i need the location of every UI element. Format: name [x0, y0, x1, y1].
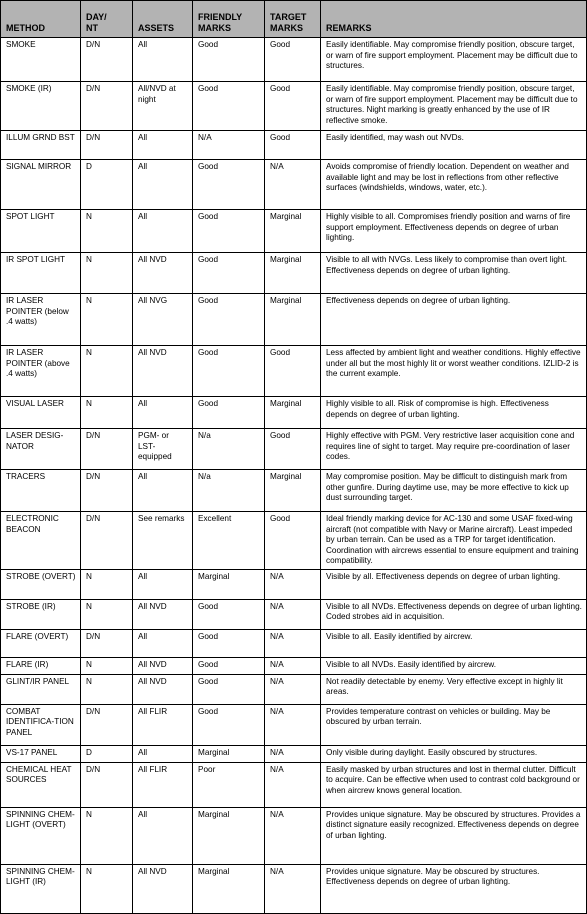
target-marks-cell: N/A — [265, 629, 321, 657]
remarks-cell: Less affected by ambient light and weather conditions. Highly effective under all but the most highly lit or worst weather conditions. IZLID-2 is the current example. — [321, 346, 587, 397]
remarks-cell: Highly visible to all. Risk of compromise is high. Effectiveness depends on degree of urban lighting. — [321, 397, 587, 429]
method-cell: ILLUM GRND BST — [1, 131, 81, 160]
remarks-cell: Easily identified, may wash out NVDs. — [321, 131, 587, 160]
day-nt-cell: D/N — [81, 629, 133, 657]
target-marks-cell: Good — [265, 512, 321, 570]
assets-cell: See remarks — [133, 512, 193, 570]
table-row — [1, 294, 587, 346]
method-cell: COMBAT IDENTIFICA-TION PANEL — [1, 704, 81, 745]
friendly-marks-cell: Good — [193, 397, 265, 429]
assets-cell: All — [133, 470, 193, 512]
table-row — [1, 38, 587, 82]
table-header — [1, 1, 587, 38]
method-cell: VS-17 PANEL — [1, 745, 81, 762]
table-row — [1, 160, 587, 210]
remarks-cell: Easily identifiable. May compromise friendly position, obscure target, or warn of fire support employment. Placement may be difficult due to structures. Night marking is greatly enhanced by the use of IR reflective smoke. — [321, 82, 587, 131]
friendly-marks-cell: Good — [193, 160, 265, 210]
assets-cell: All NVD — [133, 599, 193, 629]
target-marks-cell: Good — [265, 38, 321, 82]
friendly-marks-cell: Good — [193, 346, 265, 397]
day-nt-cell: N — [81, 294, 133, 346]
assets-cell: All NVG — [133, 294, 193, 346]
assets-cell: All — [133, 397, 193, 429]
table-body — [1, 38, 587, 914]
method-cell: SPINNING CHEM-LIGHT (IR) — [1, 864, 81, 913]
assets-cell: All — [133, 629, 193, 657]
target-marks-cell: N/A — [265, 569, 321, 599]
method-cell: SPOT LIGHT — [1, 210, 81, 253]
header-day-nt: DAY/ NT — [81, 1, 133, 38]
day-nt-cell: D — [81, 160, 133, 210]
target-marks-cell: N/A — [265, 160, 321, 210]
table-row — [1, 397, 587, 429]
method-cell: CHEMICAL HEAT SOURCES — [1, 762, 81, 807]
target-marks-cell: Good — [265, 82, 321, 131]
day-nt-cell: D/N — [81, 704, 133, 745]
method-cell: STROBE (OVERT) — [1, 569, 81, 599]
method-cell: IR LASER POINTER (above .4 watts) — [1, 346, 81, 397]
method-cell: TRACERS — [1, 470, 81, 512]
remarks-cell: May compromise position. May be difficult to distinguish mark from other gunfire. During daytime use, may be more effective to kick up dust surrounding target. — [321, 470, 587, 512]
assets-cell: All — [133, 38, 193, 82]
remarks-cell: Avoids compromise of friendly location. Dependent on weather and available light and may be lost in reflections from other reflective surfaces (windshields, windows, water, etc.). — [321, 160, 587, 210]
remarks-cell: Only visible during daylight. Easily obscured by structures. — [321, 745, 587, 762]
remarks-cell: Provides unique signature. May be obscured by structures. Effectiveness depends on degree of urban lighting. — [321, 864, 587, 913]
method-cell: VISUAL LASER — [1, 397, 81, 429]
assets-cell: All — [133, 131, 193, 160]
method-cell: ELECTRONIC BEACON — [1, 512, 81, 570]
friendly-marks-cell: Good — [193, 599, 265, 629]
day-nt-cell: N — [81, 210, 133, 253]
day-nt-cell: N — [81, 253, 133, 294]
remarks-cell: Visible to all NVDs. Easily identified by aircrew. — [321, 657, 587, 674]
day-nt-cell: D/N — [81, 38, 133, 82]
table-row — [1, 704, 587, 745]
remarks-cell: Easily masked by urban structures and lost in thermal clutter. Difficult to acquire. Can be effective when used to contrast cold background or when aircrew knows general location. — [321, 762, 587, 807]
assets-cell: PGM- or LST-equipped — [133, 429, 193, 470]
assets-cell: All — [133, 807, 193, 864]
method-cell: LASER DESIG-NATOR — [1, 429, 81, 470]
remarks-cell: Provides unique signature. May be obscured by structures. Provides a distinct signature easily recognized. Effectiveness depends on degree of urban lighting. — [321, 807, 587, 864]
table-row — [1, 629, 587, 657]
table-row — [1, 599, 587, 629]
friendly-marks-cell: Good — [193, 294, 265, 346]
friendly-marks-cell: Good — [193, 704, 265, 745]
remarks-cell: Easily identifiable. May compromise friendly position, obscure target, or warn of fire support employment. Placement may be difficult due to structures. — [321, 38, 587, 82]
target-marks-cell: N/A — [265, 745, 321, 762]
target-marks-cell: Marginal — [265, 470, 321, 512]
friendly-marks-cell: Good — [193, 210, 265, 253]
table-row — [1, 82, 587, 131]
table-row — [1, 210, 587, 253]
table-row — [1, 253, 587, 294]
friendly-marks-cell: Excellent — [193, 512, 265, 570]
header-row — [1, 1, 587, 38]
friendly-marks-cell: Marginal — [193, 569, 265, 599]
table-row — [1, 807, 587, 864]
target-marks-cell: N/A — [265, 657, 321, 674]
friendly-marks-cell: Good — [193, 82, 265, 131]
remarks-cell: Visible by all. Effectiveness depends on degree of urban lighting. — [321, 569, 587, 599]
method-cell: SMOKE (IR) — [1, 82, 81, 131]
remarks-cell: Ideal friendly marking device for AC-130 and some USAF fixed-wing aircraft (not compatible with Navy or Marine aircraft). Least impeded by urban terrain. Can be used as a TRP for target identification. Coordination with aircrews essential to ensure equipment and training compatibility. — [321, 512, 587, 570]
target-marks-cell: N/A — [265, 864, 321, 913]
target-marks-cell: Marginal — [265, 210, 321, 253]
day-nt-cell: D/N — [81, 762, 133, 807]
table-row — [1, 657, 587, 674]
table-row — [1, 864, 587, 913]
assets-cell: All FLIR — [133, 762, 193, 807]
assets-cell: All — [133, 745, 193, 762]
day-nt-cell: N — [81, 599, 133, 629]
method-cell: IR LASER POINTER (below .4 watts) — [1, 294, 81, 346]
assets-cell: All NVD — [133, 864, 193, 913]
method-cell: IR SPOT LIGHT — [1, 253, 81, 294]
assets-cell: All NVD — [133, 657, 193, 674]
table-row — [1, 745, 587, 762]
remarks-cell: Effectiveness depends on degree of urban lighting. — [321, 294, 587, 346]
friendly-marks-cell: N/a — [193, 429, 265, 470]
day-nt-cell: D/N — [81, 82, 133, 131]
day-nt-cell: D/N — [81, 429, 133, 470]
method-cell: GLINT/IR PANEL — [1, 674, 81, 704]
table-row — [1, 569, 587, 599]
table-row — [1, 674, 587, 704]
remarks-cell: Not readily detectable by enemy. Very effective except in highly lit areas. — [321, 674, 587, 704]
day-nt-cell: D — [81, 745, 133, 762]
target-marks-cell: N/A — [265, 599, 321, 629]
day-nt-cell: N — [81, 864, 133, 913]
day-nt-cell: N — [81, 397, 133, 429]
table-row — [1, 470, 587, 512]
remarks-cell: Provides temperature contrast on vehicles or building. May be obscured by urban terrain. — [321, 704, 587, 745]
friendly-marks-cell: Marginal — [193, 745, 265, 762]
friendly-marks-cell: Marginal — [193, 864, 265, 913]
method-cell: STROBE (IR) — [1, 599, 81, 629]
friendly-marks-cell: Poor — [193, 762, 265, 807]
header-method: METHOD — [1, 1, 81, 38]
assets-cell: All FLIR — [133, 704, 193, 745]
friendly-marks-cell: N/a — [193, 470, 265, 512]
remarks-cell: Highly visible to all. Compromises friendly position and warns of fire support employment. Effectiveness depends on degree of urban lighting. — [321, 210, 587, 253]
header-friendly-marks: FRIENDLY MARKS — [193, 1, 265, 38]
header-target-marks: TARGET MARKS — [265, 1, 321, 38]
friendly-marks-cell: Good — [193, 629, 265, 657]
day-nt-cell: N — [81, 657, 133, 674]
day-nt-cell: D/N — [81, 512, 133, 570]
assets-cell: All/NVD at night — [133, 82, 193, 131]
day-nt-cell: N — [81, 346, 133, 397]
target-marks-cell: Marginal — [265, 294, 321, 346]
assets-cell: All NVD — [133, 674, 193, 704]
header-assets: ASSETS — [133, 1, 193, 38]
friendly-marks-cell: Good — [193, 253, 265, 294]
target-marks-cell: N/A — [265, 762, 321, 807]
assets-cell: All NVD — [133, 346, 193, 397]
day-nt-cell: D/N — [81, 470, 133, 512]
method-cell: FLARE (IR) — [1, 657, 81, 674]
table-row — [1, 346, 587, 397]
target-marks-cell: N/A — [265, 674, 321, 704]
remarks-cell: Visible to all. Easily identified by aircrew. — [321, 629, 587, 657]
method-cell: SIGNAL MIRROR — [1, 160, 81, 210]
assets-cell: All — [133, 569, 193, 599]
remarks-cell: Visible to all with NVGs. Less likely to compromise than overt light. Effectiveness depends on degree of urban lighting. — [321, 253, 587, 294]
target-marks-cell: Good — [265, 429, 321, 470]
friendly-marks-cell: Good — [193, 674, 265, 704]
remarks-cell: Highly effective with PGM. Very restrictive laser acquisition cone and requires line of sight to target. May require pre-coordination of laser codes. — [321, 429, 587, 470]
day-nt-cell: N — [81, 807, 133, 864]
assets-cell: All — [133, 210, 193, 253]
target-marks-cell: Marginal — [265, 253, 321, 294]
friendly-marks-cell: N/A — [193, 131, 265, 160]
table-row — [1, 762, 587, 807]
target-marks-cell: Good — [265, 346, 321, 397]
target-marks-cell: Marginal — [265, 397, 321, 429]
table-row — [1, 131, 587, 160]
table-row — [1, 429, 587, 470]
friendly-marks-cell: Good — [193, 657, 265, 674]
header-remarks: REMARKS — [321, 1, 587, 38]
remarks-cell: Visible to all NVDs. Effectiveness depends on degree of urban lighting. Coded strobes aid in acquisition. — [321, 599, 587, 629]
day-nt-cell: N — [81, 569, 133, 599]
friendly-marks-cell: Marginal — [193, 807, 265, 864]
friendly-marks-cell: Good — [193, 38, 265, 82]
day-nt-cell: N — [81, 674, 133, 704]
target-marks-cell: Good — [265, 131, 321, 160]
table-row — [1, 512, 587, 570]
method-cell: FLARE (OVERT) — [1, 629, 81, 657]
target-marks-cell: N/A — [265, 807, 321, 864]
day-nt-cell: D/N — [81, 131, 133, 160]
method-cell: SMOKE — [1, 38, 81, 82]
assets-cell: All — [133, 160, 193, 210]
method-cell: SPINNING CHEM-LIGHT (OVERT) — [1, 807, 81, 864]
assets-cell: All NVD — [133, 253, 193, 294]
target-marks-cell: N/A — [265, 704, 321, 745]
